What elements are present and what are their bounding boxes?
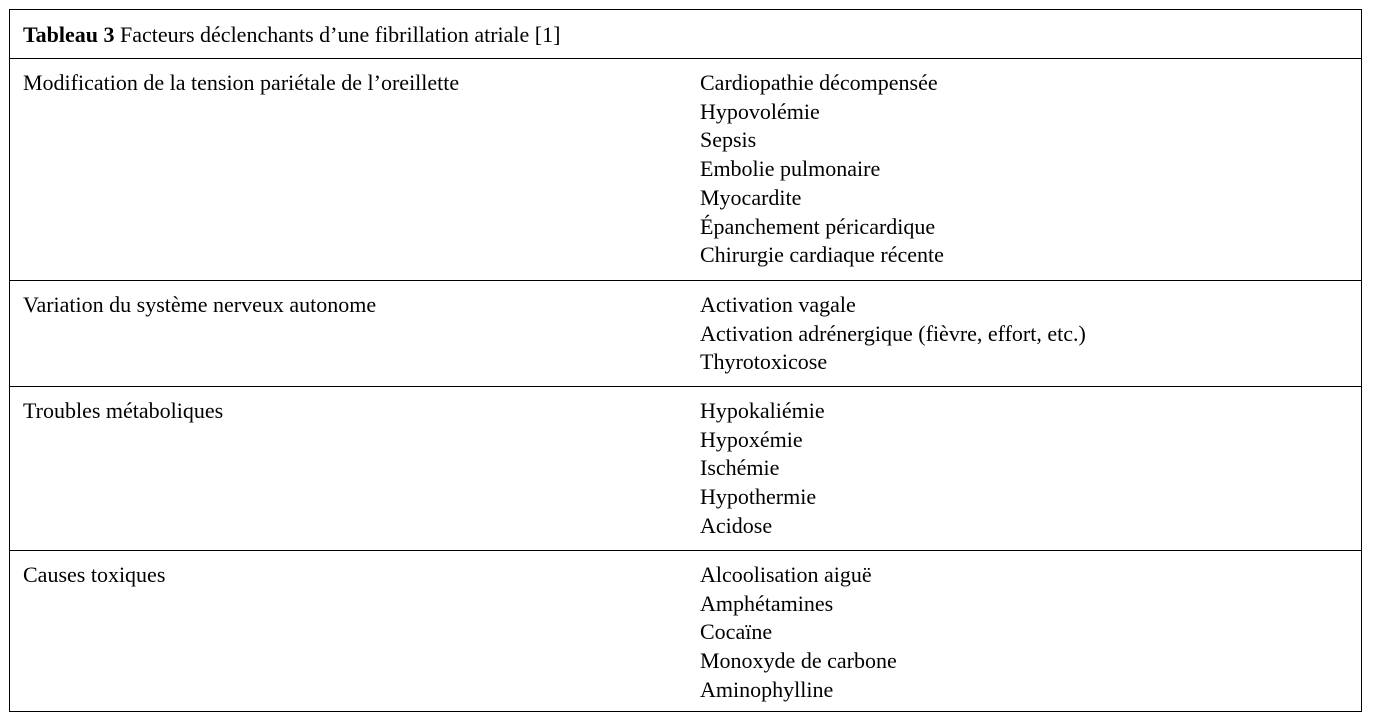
list-item: Cardiopathie décompensée xyxy=(700,70,938,95)
list-item: Alcoolisation aiguë xyxy=(700,562,872,587)
table-row xyxy=(10,281,1361,387)
list-item: Hypoxémie xyxy=(700,426,803,452)
row-category: Causes toxiques xyxy=(23,562,166,587)
factors-table xyxy=(9,9,1362,712)
list-item: Activation adrénergique (fièvre, effort, etc.) xyxy=(700,320,1086,346)
list-item: Activation vagale xyxy=(700,292,856,317)
list-item: Thyrotoxicose xyxy=(700,349,828,375)
table-caption-label: Tableau 3 xyxy=(23,22,115,47)
list-item: Hypovolémie xyxy=(700,98,820,124)
list-item: Acidose xyxy=(700,512,773,538)
row-category: Modification de la tension pariétale de l’oreillette xyxy=(23,70,460,95)
row-items-list xyxy=(700,291,1086,377)
list-item: Amphétamines xyxy=(700,590,834,616)
list-item: Chirurgie cardiaque récente xyxy=(700,242,944,268)
row-items-list xyxy=(700,397,825,541)
row-items-list xyxy=(700,69,944,270)
list-item: Hypokaliémie xyxy=(700,398,825,423)
row-category: Variation du système nerveux autonome xyxy=(23,292,377,317)
list-item: Sepsis xyxy=(700,127,757,153)
table-row xyxy=(10,59,1361,281)
row-category: Troubles métaboliques xyxy=(23,398,224,423)
list-item: Myocardite xyxy=(700,184,802,210)
table-row xyxy=(10,387,1361,551)
list-item: Monoxyde de carbone xyxy=(700,648,897,674)
list-item: Aminophylline xyxy=(700,676,834,702)
table-caption xyxy=(10,10,1361,59)
list-item: Embolie pulmonaire xyxy=(700,156,881,182)
row-items-list xyxy=(700,561,897,705)
list-item: Hypothermie xyxy=(700,484,817,510)
list-item: Cocaïne xyxy=(700,619,773,645)
table-row xyxy=(10,551,1361,711)
list-item: Épanchement péricardique xyxy=(700,213,936,239)
table-caption-text: Facteurs déclenchants d’une fibrillation atriale [1] xyxy=(114,22,561,47)
list-item: Ischémie xyxy=(700,455,780,481)
